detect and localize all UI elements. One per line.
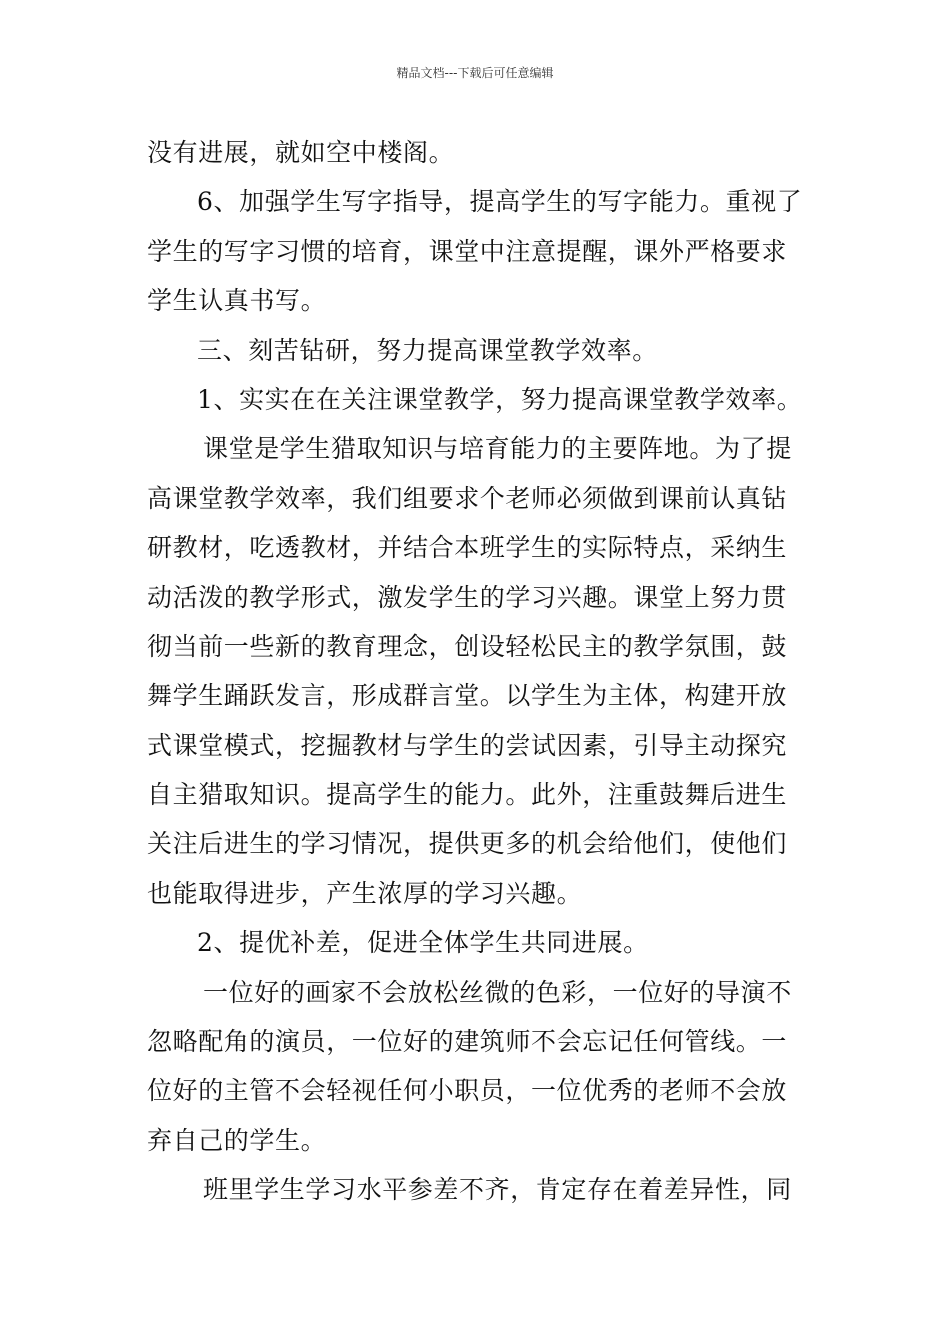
text-line: 彻当前一些新的教育理念，创设轻松民主的教学氛围，鼓 <box>147 631 788 661</box>
text-line: 高课堂教学效率，我们组要求个老师必须做到课前认真钻 <box>147 483 788 513</box>
text-line: 位好的主管不会轻视任何小职员，一位优秀的老师不会放 <box>147 1076 788 1106</box>
text-line: 一位好的画家不会放松丝微的色彩，一位好的导演不 <box>203 977 792 1007</box>
text-line: 三、刻苦钻研，努力提高课堂教学效率。 <box>197 335 658 365</box>
text-line: 6、加强学生写字指导，提高学生的写字能力。重视了 <box>197 187 803 217</box>
text-line: 式课堂模式，挖掘教材与学生的尝试因素，引导主动探究 <box>147 730 788 760</box>
text-line: 学生的写字习惯的培育，课堂中注意提醒，课外严格要求 <box>147 236 788 266</box>
text-line: 忽略配角的演员，一位好的建筑师不会忘记任何管线。一 <box>147 1027 788 1057</box>
text-line: 关注后进生的学习情况，提供更多的机会给他们，使他们 <box>147 829 788 859</box>
text-line: 研教材，吃透教材，并结合本班学生的实际特点，采纳生 <box>147 533 788 563</box>
document-body <box>147 128 817 1215</box>
text-line: 自主猎取知识。提高学生的能力。此外，注重鼓舞后进生 <box>147 780 788 810</box>
text-line: 没有进展，就如空中楼阁。 <box>147 138 455 167</box>
text-line: 1、实实在在关注课堂教学，努力提高课堂教学效率。 <box>197 384 803 414</box>
text-line: 动活泼的教学形式，激发学生的学习兴趣。课堂上努力贯 <box>147 582 788 612</box>
text-line: 2、提优补差，促进全体学生共同进展。 <box>197 928 649 958</box>
text-line: 也能取得进步，产生浓厚的学习兴趣。 <box>147 878 583 908</box>
text-line: 课堂是学生猎取知识与培育能力的主要阵地。为了提 <box>203 434 792 464</box>
text-line: 舞学生踊跃发言，形成群言堂。以学生为主体，构建开放 <box>147 681 788 711</box>
page-header: 精品文档---下载后可任意编辑 <box>396 66 554 80</box>
text-line: 学生认真书写。 <box>147 286 327 316</box>
text-line: 弃自己的学生。 <box>147 1125 327 1155</box>
text-line: 班里学生学习水平参差不齐，肯定存在着差异性，同 <box>203 1175 792 1205</box>
